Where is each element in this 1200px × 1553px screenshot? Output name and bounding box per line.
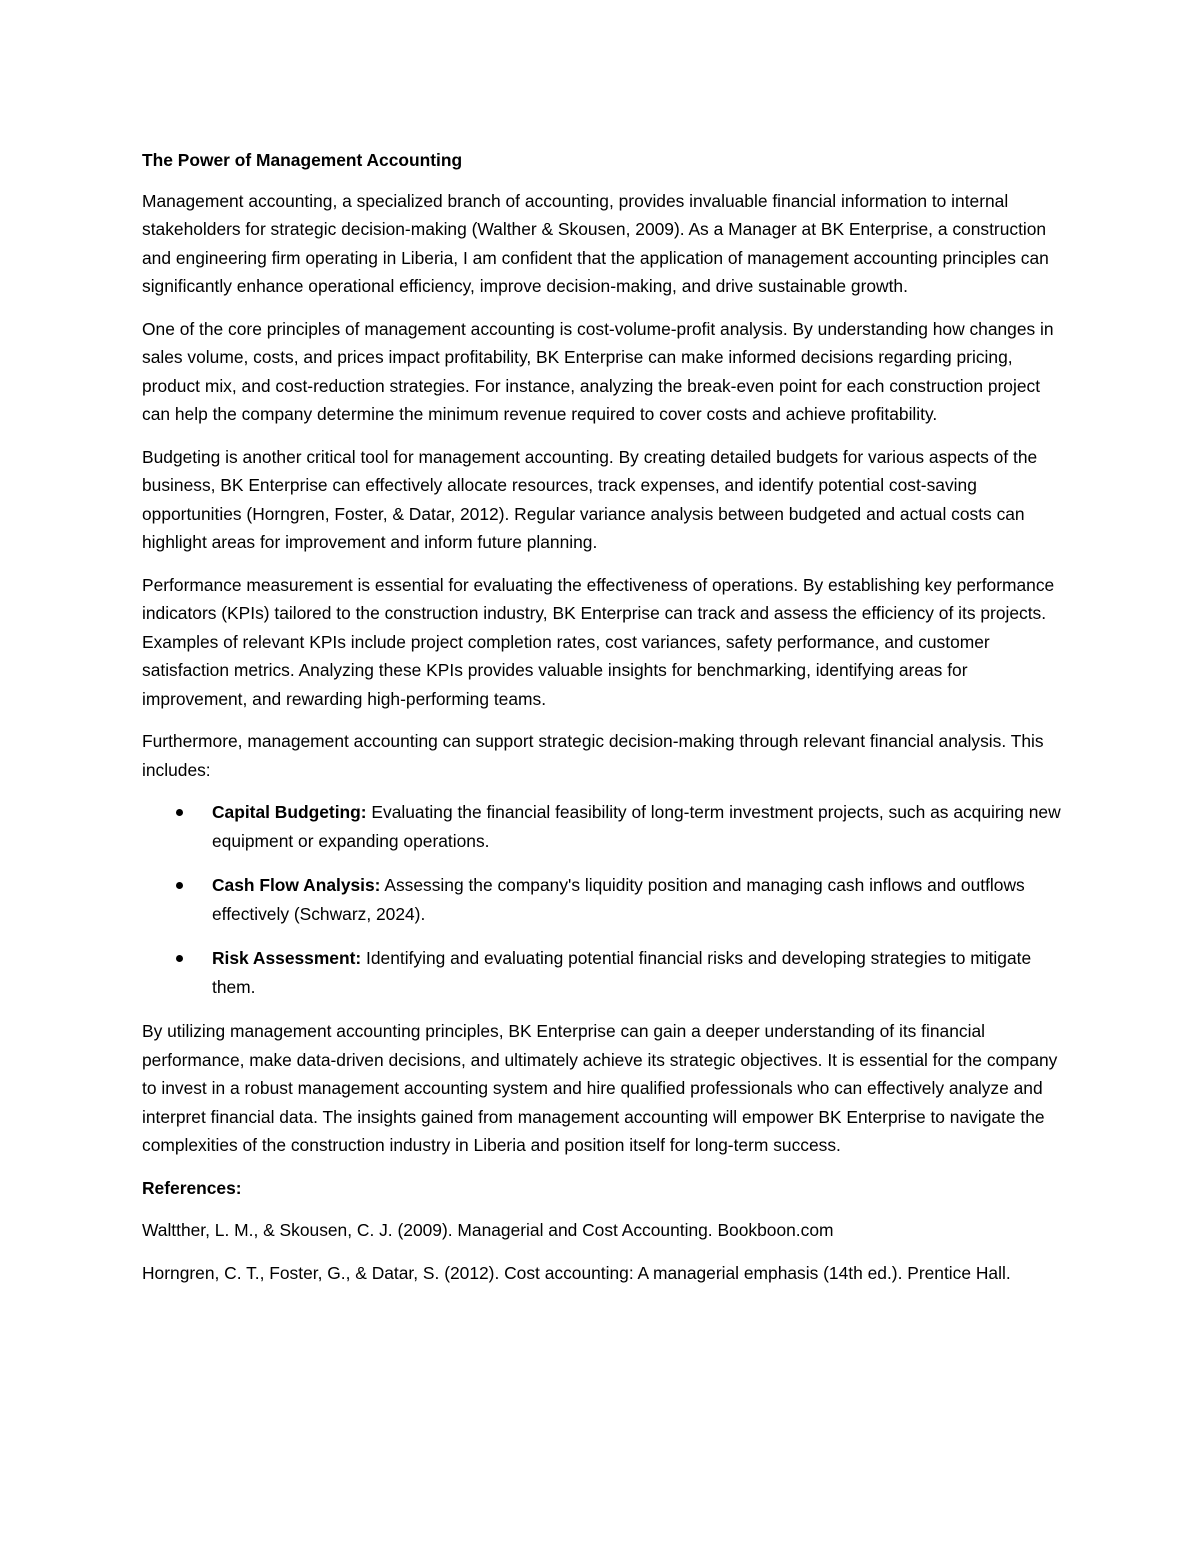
bullet-dot-icon <box>176 882 183 889</box>
references-heading: References: <box>142 1177 242 1198</box>
reference-entry: Horngren, C. T., Foster, G., & Datar, S. (2012). Cost accounting: A managerial emphasis (14th ed.). Prentice Hall. <box>142 1262 1011 1283</box>
paragraph-strategic-decision: Furthermore, management accounting can support strategic decision-making through relevant financial analysis. This includes: <box>142 731 1044 780</box>
analysis-bullet-list <box>142 798 1062 1001</box>
bullet-dot-icon <box>176 809 183 816</box>
bullet-dot-icon <box>176 955 183 962</box>
bullet-risk-assessment <box>142 944 1062 1001</box>
bullet-text: Identifying and evaluating potential financial risks and developing strategies to mitigate them. <box>212 948 1032 997</box>
bullet-cash-flow-analysis <box>142 871 1062 928</box>
paragraph-cvp-analysis: One of the core principles of management accounting is cost-volume-profit analysis. By understanding how changes in sales volume, costs, and prices impact profitability, BK Enterprise can make informed decisions regarding pricing, product mix, and cost-reduction strategies. For instance, analyzing the break-even point for each construction project can help the company determine the minimum revenue required to cover costs and achieve profitability. <box>142 318 1054 424</box>
reference-entry: Waltther, L. M., & Skousen, C. J. (2009). Managerial and Cost Accounting. Bookboon.com <box>142 1220 834 1240</box>
document-page <box>142 146 1062 1301</box>
bullet-text: Evaluating the financial feasibility of long-term investment projects, such as acquiring new equipment or expanding operations. <box>212 802 1061 851</box>
paragraph-budgeting: Budgeting is another critical tool for management accounting. By creating detailed budgets for various aspects of the business, BK Enterprise can effectively allocate resources, track expenses, and identify potential cost-saving opportunities (Horngren, Foster, & Datar, 2012). Regular variance analysis between budgeted and actual costs can highlight areas for improvement and inform future planning. <box>142 446 1038 552</box>
bullet-text: Assessing the company's liquidity position and managing cash inflows and outflows effectively (Schwarz, 2024). <box>212 875 1025 924</box>
paragraph-intro: Management accounting, a specialized branch of accounting, provides invaluable financial information to internal stakeholders for strategic decision-making (Walther & Skousen, 2009). As a Manager at BK Enterprise, a construction and engineering firm operating in Liberia, I am confident that the application of management accounting principles can significantly enhance operational efficiency, improve decision-making, and drive sustainable growth. <box>142 190 1049 296</box>
bullet-term: Cash Flow Analysis: <box>212 875 381 895</box>
bullet-term: Capital Budgeting: <box>212 802 367 822</box>
bullet-term: Risk Assessment: <box>212 948 362 968</box>
paragraph-performance-measurement: Performance measurement is essential for evaluating the effectiveness of operations. By establishing key performance indicators (KPIs) tailored to the construction industry, BK Enterprise can track and assess the efficiency of its projects. Examples of relevant KPIs include project completion rates, cost variances, safety performance, and customer satisfaction metrics. Analyzing these KPIs provides valuable insights for benchmarking, identifying areas for improvement, and rewarding high-performing teams. <box>142 574 1055 709</box>
document-title: The Power of Management Accounting <box>142 150 463 170</box>
bullet-capital-budgeting <box>142 798 1062 855</box>
paragraph-conclusion: By utilizing management accounting principles, BK Enterprise can gain a deeper understanding of its financial performance, make data-driven decisions, and ultimately achieve its strategic objectives. It is essential for the company to invest in a robust management accounting system and hire qualified professionals who can effectively analyze and interpret financial data. The insights gained from management accounting will empower BK Enterprise to navigate the complexities of the construction industry in Liberia and position itself for long-term success. <box>142 1021 1058 1155</box>
